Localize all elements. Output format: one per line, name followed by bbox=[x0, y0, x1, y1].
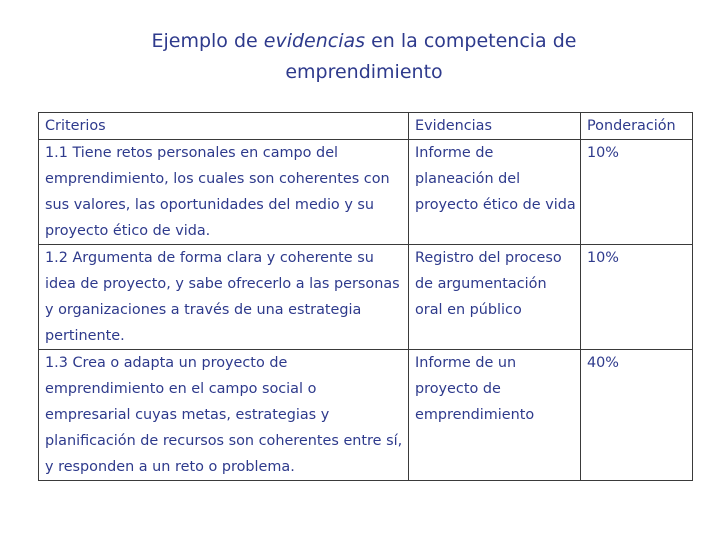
criterio-cell: 1.1 Tiene retos personales en campo del emprendimiento, los cuales son coherentes con sus valores, las oportunidades del medio y su proyecto ético de vida. bbox=[39, 140, 409, 245]
title-emphasis: evidencias bbox=[263, 30, 366, 52]
title-prefix: Ejemplo de bbox=[151, 30, 264, 52]
criterio-cell: 1.2 Argumenta de forma clara y coherente su idea de proyecto, y sabe ofrecerlo a las personas y organizaciones a través de una estrategia pertinente. bbox=[39, 245, 409, 350]
page-title bbox=[0, 26, 728, 88]
table-header-row bbox=[39, 113, 693, 140]
table-row bbox=[39, 245, 693, 350]
ponderacion-cell: 10% bbox=[581, 140, 693, 245]
ponderacion-cell: 10% bbox=[581, 245, 693, 350]
table-row bbox=[39, 140, 693, 245]
table-row bbox=[39, 350, 693, 481]
header-criterios: Criterios bbox=[39, 113, 409, 140]
header-evidencias: Evidencias bbox=[409, 113, 581, 140]
evidencia-cell: Informe de planeación del proyecto ético de vida bbox=[409, 140, 581, 245]
evidencia-cell: Registro del proceso de argumentación oral en público bbox=[409, 245, 581, 350]
title-line1-suffix: en la competencia de bbox=[365, 30, 577, 52]
ponderacion-cell: 40% bbox=[581, 350, 693, 481]
header-ponderacion: Ponderación bbox=[581, 113, 693, 140]
criterio-cell: 1.3 Crea o adapta un proyecto de emprendimiento en el campo social o empresarial cuyas metas, estrategias y planificación de recursos son coherentes entre sí, y responden a un reto o problema. bbox=[39, 350, 409, 481]
criteria-table bbox=[38, 112, 693, 481]
title-line2: emprendimiento bbox=[285, 61, 443, 83]
evidencia-cell: Informe de un proyecto de emprendimiento bbox=[409, 350, 581, 481]
